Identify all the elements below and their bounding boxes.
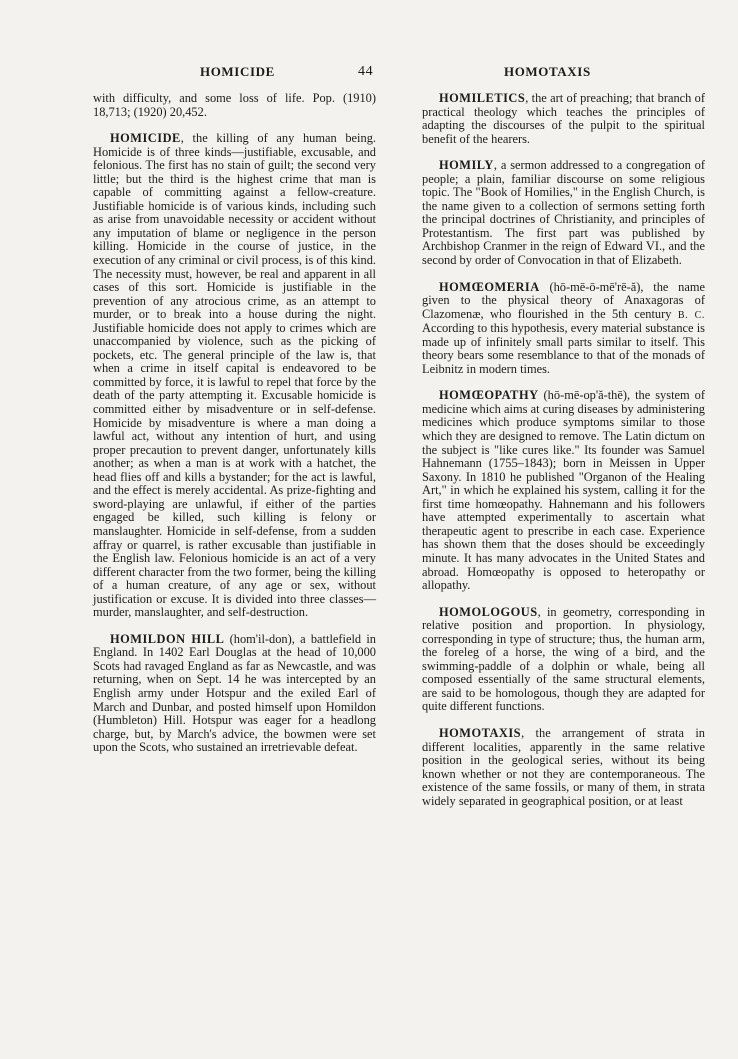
entry-text: , the art of preaching; that branch of practical theology which teaches the principles of adapting the discourses of the pulpit to the spiritual benefit of the hearers. bbox=[422, 91, 705, 146]
entry-homicide bbox=[93, 132, 376, 620]
page-number: 44 bbox=[358, 64, 374, 79]
entry-headword: HOMŒOPATHY bbox=[439, 388, 539, 403]
entry-homiletics bbox=[422, 92, 705, 146]
entry-headword: HOMICIDE bbox=[110, 131, 181, 146]
header-right-guideword: HOMOTAXIS bbox=[504, 64, 591, 79]
entry-headword: HOMŒOMERIA bbox=[439, 279, 540, 294]
entry-homoeopathy bbox=[422, 389, 705, 592]
left-column bbox=[93, 92, 376, 755]
entry-text: , a sermon addressed to a congregation of people; a plain, familiar discourse on some religious topic. The "Book of Homilies," in the English Church, is the name given to a collection of sermons setting forth the principal doctrines of Christianity, and principles of Protestantism. The first part was published by Archbishop Cranmer in the reign of Edward VI., and the second by order of Convocation in that of Elizabeth. bbox=[422, 158, 705, 268]
entry-homologous bbox=[422, 606, 705, 714]
entry-text: , in geometry, corresponding in relative position and proportion. In physiology, corresponding in type of structure; thus, the human arm, the foreleg of a horse, the wing of a bird, and the swimming-paddle of a dolphin or whale, being all composed essentially of the same structural elements, are said to be homologous, though they are adapted for quite different functions. bbox=[422, 604, 705, 714]
entry-text: (hō-mē-op'ă-thē), the system of medicine which aims at curing diseases by administering medicines which produce symptoms similar to those which they are designed to remove. The Latin dictum on the subject is "like cures like." Its founder was Samuel Hahnemann (1755–1843); born in Meissen in Upper Saxony. In 1810 he published "Organon of the Healing Art," in which he explained his system, calling it for the first time homœopathy. Hahnemann and his followers have attempted experimentally to ascertain what therapeutic agent to prescribe in each case. Experience has shown them that the doses should be exceedingly minute. It has many advocates in the United States and abroad. Homœopathy is opposed to heteropathy or allopathy. bbox=[422, 388, 705, 593]
entry-headword: HOMOTAXIS bbox=[439, 725, 522, 740]
entry-headword: HOMILDON HILL bbox=[110, 631, 225, 646]
entry-text: , the arrangement of strata in different localities, apparently in the same relative position in the geological series, without its being known whether or not they are contemporaneous. The existence of the same fossils, or many of them, in strata widely separated in geographical position, or at least bbox=[422, 725, 705, 808]
entry-homildon-hill bbox=[93, 633, 376, 755]
entry-text: (hō-mē-ō-mē'rē-ă), the name given to the physical theory of Anaxagoras of Clazomenæ, who flourished in the 5th century bbox=[422, 279, 705, 321]
entry-homotaxis bbox=[422, 727, 705, 808]
right-column bbox=[422, 92, 705, 808]
entry-headword: HOMILETICS bbox=[439, 91, 526, 105]
entry-headword: HOMOLOGOUS bbox=[439, 604, 538, 619]
continued-entry: with difficulty, and some loss of life. Pop. (1910) 18,713; (1920) 20,452. bbox=[93, 91, 376, 119]
era-abbreviation: B. C. bbox=[677, 309, 705, 321]
entry-text: (hom'il-don), a battlefield in England. In 1402 Earl Douglas at the head of 10,000 Scots had ravaged England as far as Newcastle, and was returning, when on Sept. 14 he was intercepted by an English army under Hotspur and the exiled Earl of March and Dunbar, and posted himself upon Homildon (Humbleton) Hill. Hotspur was eager for a headlong charge, but, by March's advice, the bowmen were set upon the Scots, who sustained an irretrievable defeat. bbox=[93, 631, 376, 755]
running-head bbox=[0, 64, 738, 82]
entry-homily bbox=[422, 159, 705, 267]
entry-headword: HOMILY bbox=[439, 158, 494, 173]
entry-text: , the killing of any human being. Homicide is of three kinds—justifiable, excusable, and felonious. The first has no stain of guilt; the second very little; but the third is the highest crime that man is capable of committing against a fellow-creature. Justifiable homicide is of various kinds, including such as arise from unavoidable necessity or accident without any imputation of blame or negligence in the person killing. Homicide in the course of justice, in the execution of any criminal or civil process, is of this kind. The necessity must, however, be real and apparent in all cases of this sort. Homicide is justifiable in the prevention of any atrocious crime, as an attempt to murder, or to break into a house during the night. Justifiable homicide does not apply to crimes which are unaccompanied by violence, such as the picking of pockets, etc. The general principle of the law is, that when a crime in itself capital is endeavored to be committed by force, it is lawful to repel that force by the death of the party attempting it. Excusable homicide is committed either by misadventure or in self-defense. Homicide by misadventure is where a man doing a lawful act, without any intention of hurt, and using proper precaution to prevent danger, unfortunately kills another; as when a man is at work with a hatchet, the head flies off and kills a bystander; for the act is lawful, and the effect is merely accidental. As prize-fighting and sword-playing are unlawful, if either of the parties engaged be killed, such killing is felony or manslaughter. Homicide in self-defense, from a sudden affray or quarrel, is rather excusable than justifiable in the English law. Felonious homicide is an act of a very different character from the two former, being the killing of a human creature, of any age or sex, without justification or excuse. It is divided into three classes—murder, manslaughter, and self-destruction. bbox=[93, 131, 376, 620]
header-left-guideword: HOMICIDE bbox=[200, 64, 275, 79]
entry-text: According to this hypothesis, every material substance is made up of infinitely small parts similar to itself. This theory bears some resemblance to that of the monads of Leibnitz in modern times. bbox=[422, 321, 705, 376]
entry-homoeomeria bbox=[422, 281, 705, 377]
